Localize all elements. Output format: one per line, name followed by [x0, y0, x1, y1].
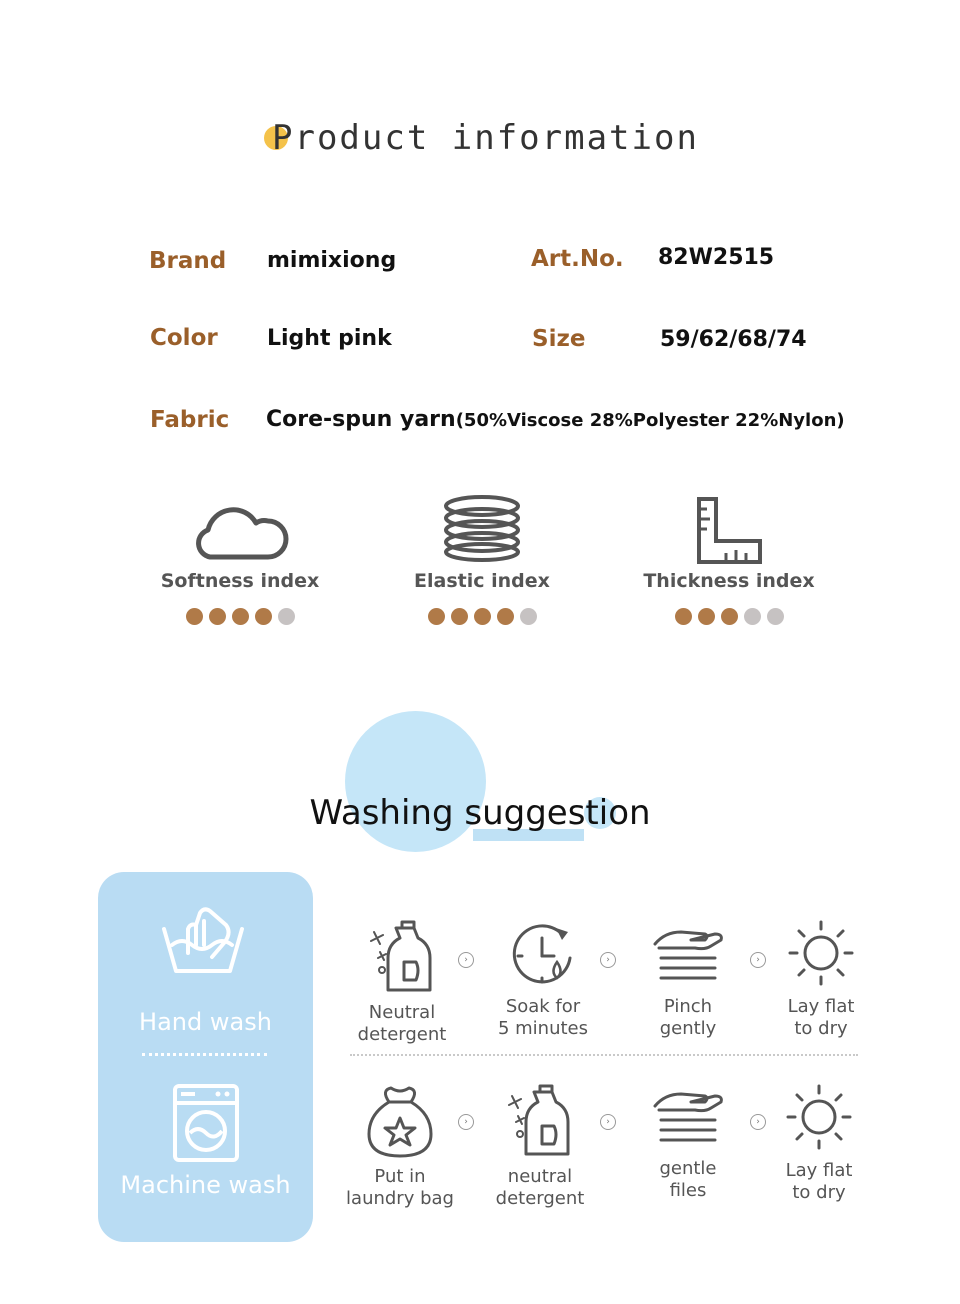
detergent-bottle-icon: [366, 918, 438, 994]
thickness-rating: [609, 608, 849, 625]
page-title-block: [0, 118, 960, 168]
chevron-right-icon: ›: [600, 952, 616, 968]
rating-dot-filled: [255, 608, 272, 625]
steps-divider: [350, 1054, 858, 1056]
hand-step-2: [473, 922, 613, 1040]
chevron-right-icon: ›: [458, 952, 474, 968]
washing-title: Washing suggestion: [309, 793, 651, 833]
machine-wash-label: Machine wash: [120, 1171, 291, 1199]
color-value: Light pink: [267, 326, 392, 351]
hand-wash-icon: [160, 905, 246, 977]
rating-dot-filled: [428, 608, 445, 625]
hand-press-icon: [651, 1086, 725, 1150]
hand-step-3-label: Pinch gently: [659, 996, 717, 1039]
timer-clock-icon: [510, 922, 576, 988]
rating-dot-filled: [232, 608, 249, 625]
machine-step-3-label: gentle files: [659, 1158, 717, 1201]
fabric-label: Fabric: [150, 407, 230, 433]
machine-step-1-label: Put in laundry bag: [346, 1166, 454, 1209]
sun-icon: [786, 918, 856, 988]
elastic-index-label: Elastic index: [414, 570, 550, 592]
fabric-value: [266, 407, 845, 432]
thickness-index-label: Thickness index: [643, 570, 815, 592]
hand-step-1-label: Neutral detergent: [357, 1002, 447, 1045]
fabric-composition: (50%Viscose 28%Polyester 22%Nylon): [455, 410, 845, 431]
softness-index: [120, 494, 360, 625]
hand-step-1: [332, 918, 472, 1046]
hand-press-icon: [651, 924, 725, 988]
machine-step-1: [330, 1084, 470, 1210]
rating-dot-filled: [721, 608, 738, 625]
detergent-bottle-icon: [504, 1082, 576, 1158]
panel-divider: [142, 1053, 267, 1056]
rating-dot-empty: [520, 608, 537, 625]
chevron-right-icon: ›: [750, 1114, 766, 1130]
hand-step-4-label: Lay flat to dry: [787, 996, 855, 1039]
hand-step-3: [618, 924, 758, 1040]
machine-step-4: [749, 1082, 889, 1204]
cloud-icon: [190, 494, 290, 564]
rating-dot-filled: [451, 608, 468, 625]
artno-value: 82W2515: [658, 245, 775, 270]
rating-dot-filled: [698, 608, 715, 625]
rating-dot-filled: [186, 608, 203, 625]
page-title: Product information: [272, 118, 699, 158]
rating-dot-filled: [675, 608, 692, 625]
chevron-right-icon: ›: [600, 1114, 616, 1130]
size-value: 59/62/68/74: [660, 327, 807, 352]
elastic-index: [362, 494, 602, 625]
washing-machine-icon: [172, 1083, 240, 1163]
artno-label: Art.No.: [531, 246, 624, 272]
brand-value: mimixiong: [267, 248, 397, 273]
rating-dot-filled: [209, 608, 226, 625]
rating-dot-filled: [497, 608, 514, 625]
thickness-index: [609, 494, 849, 625]
hand-step-4: [751, 918, 891, 1040]
elastic-rating: [362, 608, 602, 625]
hand-wash-label: Hand wash: [139, 1008, 272, 1036]
rating-dot-empty: [278, 608, 295, 625]
sun-icon: [784, 1082, 854, 1152]
rating-dot-empty: [744, 608, 761, 625]
coil-spring-icon: [440, 494, 524, 564]
brand-label: Brand: [149, 248, 227, 274]
machine-step-2: [470, 1082, 610, 1210]
chevron-right-icon: ›: [750, 952, 766, 968]
machine-step-3: [618, 1086, 758, 1202]
ruler-icon: [694, 494, 764, 564]
fabric-name: Core-spun yarn: [266, 407, 456, 432]
color-label: Color: [150, 325, 218, 351]
rating-dot-empty: [767, 608, 784, 625]
softness-index-label: Softness index: [160, 570, 320, 592]
hand-step-2-label: Soak for 5 minutes: [497, 996, 589, 1039]
size-label: Size: [532, 326, 586, 352]
rating-dot-filled: [474, 608, 491, 625]
machine-step-2-label: neutral detergent: [495, 1166, 585, 1209]
laundry-bag-icon: [365, 1084, 435, 1158]
machine-step-4-label: Lay flat to dry: [785, 1160, 853, 1203]
softness-rating: [120, 608, 360, 625]
chevron-right-icon: ›: [458, 1114, 474, 1130]
